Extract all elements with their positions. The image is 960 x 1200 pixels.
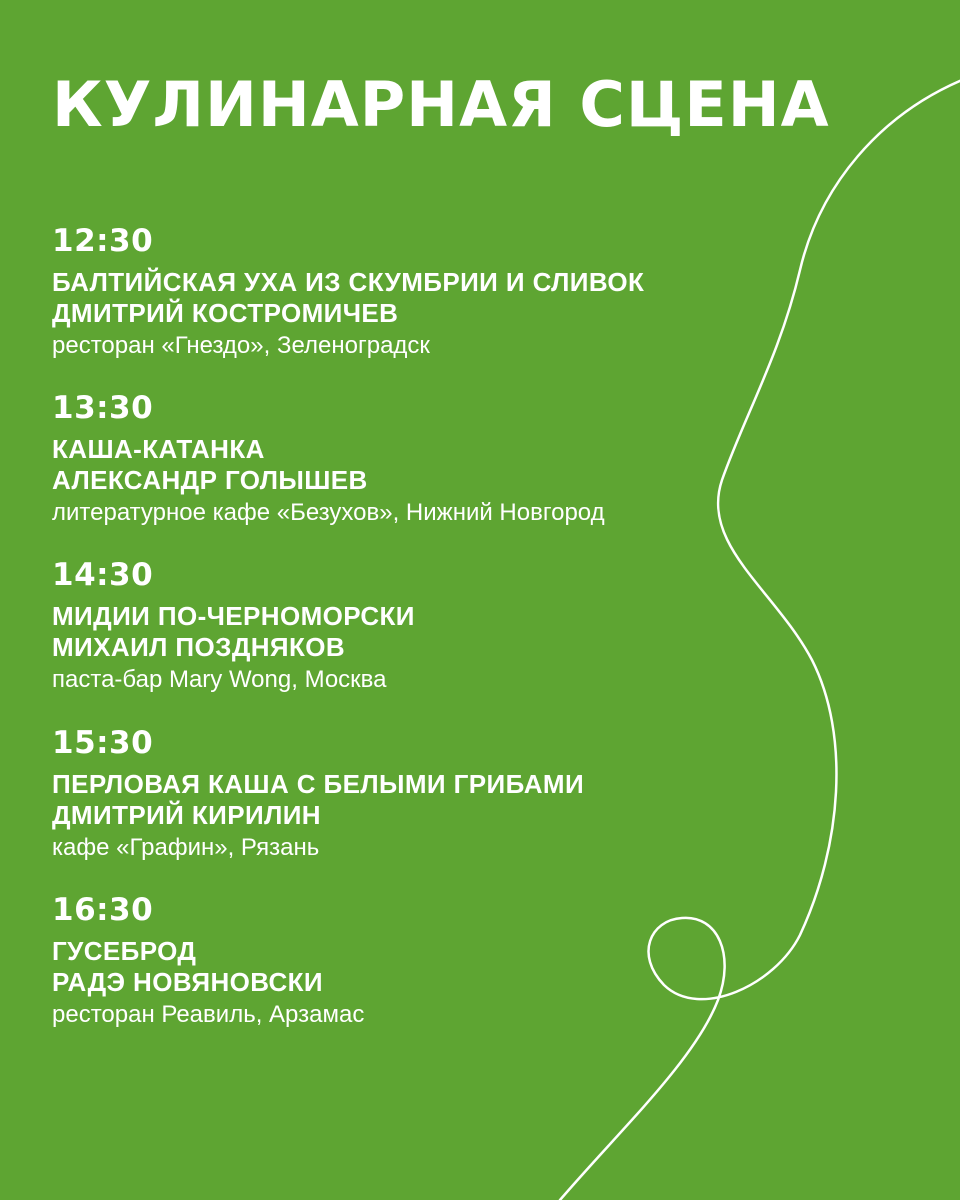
slot-venue: ресторан Реавиль, Арзамас: [52, 1001, 365, 1028]
schedule-item-3: [52, 557, 792, 695]
slot-dish: ГУСЕБРОД: [52, 936, 197, 966]
slot-dish: БАЛТИЙСКАЯ УХА ИЗ СКУМБРИИ И СЛИВОК: [52, 267, 645, 297]
slot-time: 13:30: [52, 390, 154, 426]
slot-time: 14:30: [52, 557, 154, 593]
slot-dish: МИДИИ ПО-ЧЕРНОМОРСКИ: [52, 601, 415, 631]
page-title: КУЛИНАРНАЯ СЦЕНА: [52, 68, 830, 141]
slot-time: 12:30: [52, 223, 154, 259]
slot-chef: ДМИТРИЙ КИРИЛИН: [52, 800, 321, 830]
slot-venue: паста-бар Mary Wong, Москва: [52, 666, 387, 693]
slot-chef: МИХАИЛ ПОЗДНЯКОВ: [52, 632, 346, 662]
slot-time: 16:30: [52, 892, 154, 928]
schedule-item-4: [52, 725, 792, 863]
slot-venue: кафе «Графин», Рязань: [52, 834, 320, 861]
slot-chef: АЛЕКСАНДР ГОЛЫШЕВ: [52, 465, 368, 495]
slot-dish: ПЕРЛОВАЯ КАША С БЕЛЫМИ ГРИБАМИ: [52, 769, 585, 799]
slot-venue: ресторан «Гнездо», Зеленоградск: [52, 332, 430, 359]
schedule-item-1: [52, 223, 792, 361]
schedule-item-2: [52, 390, 792, 528]
schedule-item-5: [52, 892, 792, 1030]
slot-venue: литературное кафе «Безухов», Нижний Новгород: [52, 499, 605, 526]
slot-chef: ДМИТРИЙ КОСТРОМИЧЕВ: [52, 298, 399, 328]
schedule-list: [52, 0, 792, 1200]
slot-chef: РАДЭ НОВЯНОВСКИ: [52, 967, 323, 997]
slot-time: 15:30: [52, 725, 154, 761]
slot-dish: КАША-КАТАНКА: [52, 434, 265, 464]
